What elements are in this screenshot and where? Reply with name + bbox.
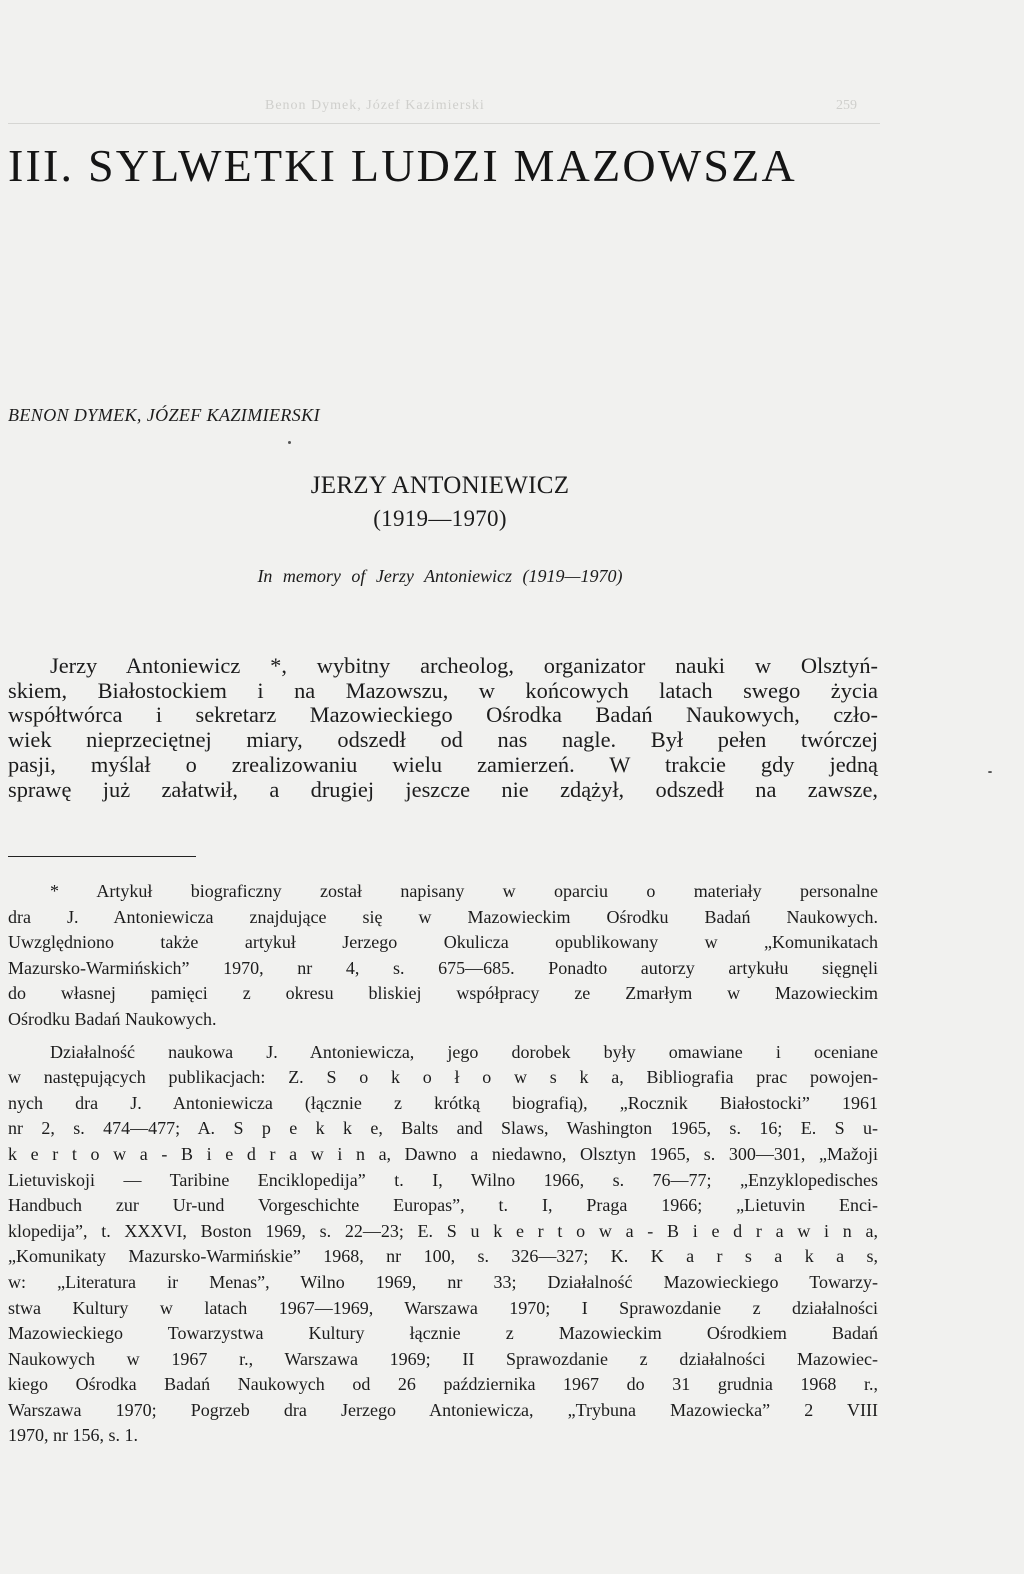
section-title: III. SYLWETKI LUDZI MAZOWSZA	[8, 140, 797, 191]
footnote-line: dra J. Antoniewicza znajdujące się w Mazowieckim Ośrodku Badań Naukowych.	[8, 906, 878, 927]
footnote-line: Ośrodku Badań Naukowych.	[8, 1008, 217, 1029]
footnote-line: 1970, nr 156, s. 1.	[8, 1425, 138, 1446]
body-line: Jerzy Antoniewicz *, wybitny archeolog, organizator nauki w Olsztyń-	[50, 653, 878, 678]
footnote-line: * Artykuł biograficzny został napisany w oparciu o materiały personalne	[50, 881, 878, 901]
footnote-line: Naukowych w 1967 r., Warszawa 1969; II Sprawozdanie z działalności Mazowiec-	[8, 1348, 878, 1369]
footnote-line: k e r t o w a - B i e d r a w i n a, Dawno a niedawno, Olsztyn 1965, s. 300—301, „Mažoji	[8, 1143, 878, 1164]
article-subtitle: In memory of Jerzy Antoniewicz (1919—1970)	[257, 566, 623, 586]
running-header: Benon Dymek, Józef Kazimierski	[265, 98, 485, 113]
authors: BENON DYMEK, JÓZEF KAZIMIERSKI	[8, 405, 320, 425]
footnote-line: Warszawa 1970; Pogrzeb dra Jerzego Antoniewicza, „Trybuna Mazowiecka” 2 VIII	[8, 1399, 878, 1420]
footnote-line: do własnej pamięci z okresu bliskiej współpracy ze Zmarłym w Mazowieckim	[8, 983, 878, 1004]
footnote-line: Działalność naukowa J. Antoniewicza, jego dorobek były omawiane i oceniane	[50, 1041, 878, 1062]
footnote-line: Handbuch zur Ur-und Vorgeschichte Europas”, t. I, Praga 1966; „Lietuvin Enci-	[8, 1195, 878, 1216]
footnote-line: „Komunikaty Mazursko-Warmińskie” 1968, nr 100, s. 326—327; K. K a r s a k a s,	[8, 1246, 878, 1267]
body-line: sprawę już załatwił, a drugiej jeszcze nie zdążył, odszedł na zawsze,	[8, 776, 878, 802]
footnote-line: w następujących publikacjach: Z. S o k o ł o w s k a, Bibliografia prac powojen-	[8, 1067, 878, 1088]
footnote-line: klopedija”, t. XXXVI, Boston 1969, s. 22—23; E. S u k e r t o w a - B i e d r a w i n a,	[8, 1220, 878, 1241]
body-text	[8, 654, 878, 802]
footnote-separator	[8, 856, 196, 857]
footnote-line: Mazowieckiego Towarzystwa Kultury łącznie z Mazowieckim Ośrodkiem Badań	[8, 1323, 878, 1344]
footnote-line: Uwzględniono także artykuł Jerzego Okulicza opublikowany w „Komunikatach	[8, 932, 878, 953]
header-rule	[8, 123, 880, 124]
footnote-line: nr 2, s. 474—477; A. S p e k k e, Balts and Slaws, Washington 1965, s. 16; E. S u-	[8, 1118, 878, 1139]
scan-speck	[288, 441, 291, 444]
body-line: skiem, Białostockiem i na Mazowszu, w końcowych latach swego życia	[8, 677, 878, 703]
body-line: współtwórca i sekretarz Mazowieckiego Ośrodka Badań Naukowych, czło-	[8, 702, 878, 728]
page-number: 259	[836, 98, 857, 113]
scan-speck	[988, 771, 992, 773]
footnote-line: stwa Kultury w latach 1967—1969, Warszawa 1970; I Sprawozdanie z działalności	[8, 1297, 878, 1318]
footnote-line: Mazursko-Warmińskich” 1970, nr 4, s. 675—685. Ponadto autorzy artykułu sięgnęli	[8, 957, 878, 978]
footnote-line: w: „Literatura ir Menas”, Wilno 1969, nr 33; Działalność Mazowieckiego Towarzy-	[8, 1271, 878, 1292]
footnote-line: kiego Ośrodka Badań Naukowych od 26 października 1967 do 31 grudnia 1968 r.,	[8, 1374, 878, 1395]
body-line: pasji, myślał o zrealizowaniu wielu zamierzeń. W trakcie gdy jedną	[8, 751, 878, 777]
article-years: (1919—1970)	[373, 506, 507, 531]
footnote-line: nych dra J. Antoniewicza (łącznie z krótką biografią), „Rocznik Białostocki” 1961	[8, 1092, 878, 1113]
footnote	[8, 879, 878, 1449]
body-line: wiek nieprzeciętnej miary, odszedł od nas nagle. Był pełen twórczej	[8, 727, 878, 753]
article-title: JERZY ANTONIEWICZ	[310, 472, 570, 499]
footnote-line: Lietuviskoji — Taribine Enciklopedija” t. I, Wilno 1966, s. 76—77; „Enzyklopedisches	[8, 1169, 878, 1190]
